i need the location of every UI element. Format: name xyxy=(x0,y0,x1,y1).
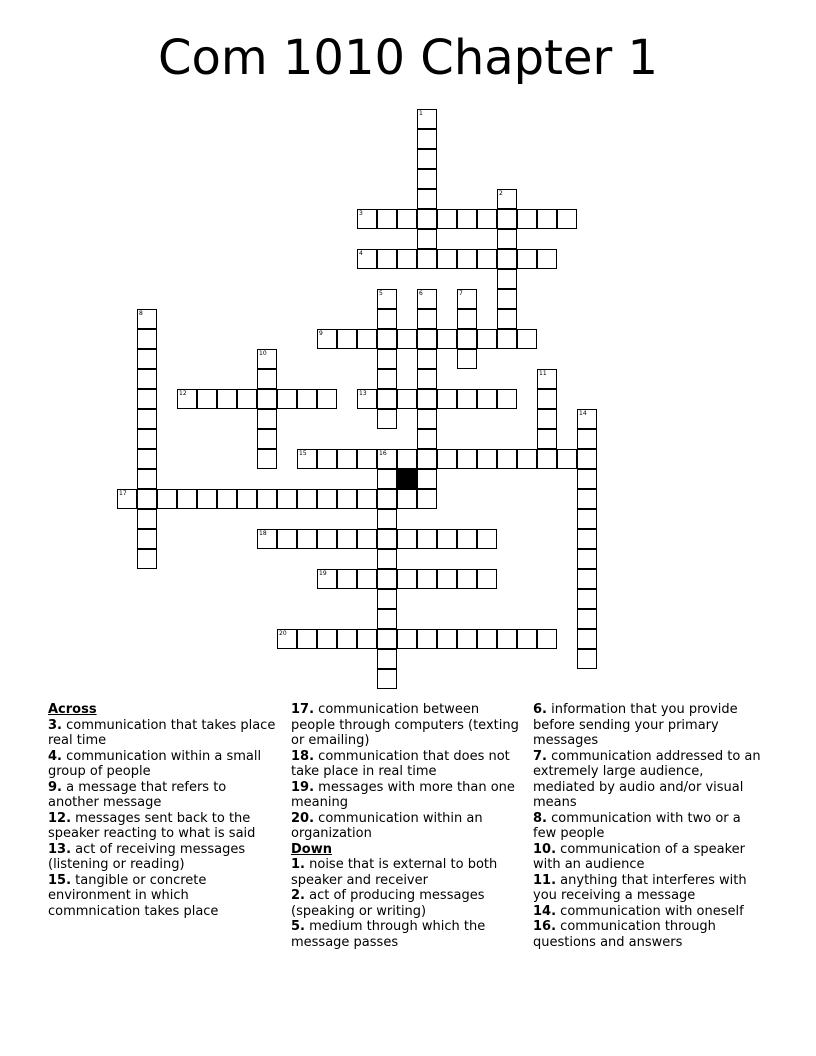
grid-cell[interactable] xyxy=(217,489,237,509)
grid-cell[interactable] xyxy=(397,489,417,509)
grid-cell[interactable] xyxy=(397,629,417,649)
clue-number-3: 3 xyxy=(359,210,363,217)
clue-number-11: 11 xyxy=(539,370,547,377)
clue-across-20: 20. communication within an organization xyxy=(291,810,483,841)
grid-cell[interactable] xyxy=(257,389,277,409)
grid-cell[interactable] xyxy=(397,389,417,409)
grid-cell[interactable] xyxy=(577,429,597,449)
grid-cell[interactable] xyxy=(497,329,517,349)
grid-cell[interactable] xyxy=(537,429,557,449)
grid-cell[interactable] xyxy=(377,549,397,569)
grid-cell[interactable] xyxy=(417,249,437,269)
grid-cell[interactable] xyxy=(357,529,377,549)
grid-cell[interactable] xyxy=(457,569,477,589)
grid-cell-13[interactable] xyxy=(357,389,377,409)
grid-cell[interactable] xyxy=(497,629,517,649)
clue-across-13: 13. act of receiving messages (listening or reading) xyxy=(48,841,246,872)
grid-cell[interactable] xyxy=(497,269,517,289)
across-heading: Across xyxy=(48,702,97,717)
clue-number-14: 14 xyxy=(579,410,587,417)
grid-cell-8[interactable] xyxy=(137,309,157,329)
grid-cell[interactable] xyxy=(577,629,597,649)
grid-cell-4[interactable] xyxy=(357,249,377,269)
clue-number-5: 5 xyxy=(379,290,383,297)
grid-cell[interactable] xyxy=(537,629,557,649)
grid-cell[interactable] xyxy=(257,369,277,389)
clue-down-7: 7. communication addressed to an extremely large audience, mediated by audio and/or visual means xyxy=(533,748,761,810)
grid-cell[interactable] xyxy=(377,409,397,429)
grid-cell-16[interactable] xyxy=(377,449,397,469)
grid-cell-5[interactable] xyxy=(377,289,397,309)
grid-cell[interactable] xyxy=(417,409,437,429)
grid-cell[interactable] xyxy=(417,309,437,329)
clue-down-11: 11. anything that interferes with you receiving a message xyxy=(533,872,747,903)
grid-cell[interactable] xyxy=(577,529,597,549)
grid-cell[interactable] xyxy=(337,529,357,549)
grid-cell[interactable] xyxy=(477,529,497,549)
grid-cell[interactable] xyxy=(577,489,597,509)
grid-cell[interactable] xyxy=(537,389,557,409)
clue-down-8: 8. communication with two or a few people xyxy=(533,810,741,841)
grid-cell[interactable] xyxy=(277,529,297,549)
grid-cell[interactable] xyxy=(577,609,597,629)
page-title: Com 1010 Chapter 1 xyxy=(157,30,658,86)
clue-number-2: 2 xyxy=(499,190,503,197)
grid-cell[interactable] xyxy=(137,529,157,549)
grid-cell[interactable] xyxy=(417,569,437,589)
grid-cell-20[interactable] xyxy=(277,629,297,649)
grid-cell[interactable] xyxy=(417,189,437,209)
grid-cell[interactable] xyxy=(537,449,557,469)
grid-cell-7[interactable] xyxy=(457,289,477,309)
grid-cell[interactable] xyxy=(477,449,497,469)
grid-cell[interactable] xyxy=(497,249,517,269)
grid-cell[interactable] xyxy=(417,469,437,489)
grid-cell[interactable] xyxy=(497,209,517,229)
grid-cell[interactable] xyxy=(537,209,557,229)
grid-cell[interactable] xyxy=(377,209,397,229)
grid-cell-10[interactable] xyxy=(257,349,277,369)
grid-cell[interactable] xyxy=(157,489,177,509)
clue-down-1: 1. noise that is external to both speaker and receiver xyxy=(291,857,498,888)
black-square xyxy=(397,469,417,489)
grid-cell[interactable] xyxy=(377,389,397,409)
grid-cell[interactable] xyxy=(577,449,597,469)
clue-number-8: 8 xyxy=(139,310,143,317)
grid-cell[interactable] xyxy=(577,589,597,609)
grid-cell-11[interactable] xyxy=(537,369,557,389)
grid-cell[interactable] xyxy=(417,429,437,449)
grid-cell[interactable] xyxy=(297,629,317,649)
grid-cell-1[interactable] xyxy=(417,109,437,129)
grid-cell[interactable] xyxy=(477,209,497,229)
grid-cell[interactable] xyxy=(137,329,157,349)
clue-number-12: 12 xyxy=(179,390,187,397)
grid-cell[interactable] xyxy=(317,529,337,549)
grid-cell[interactable] xyxy=(417,349,437,369)
grid-cell[interactable] xyxy=(537,249,557,269)
grid-cell[interactable] xyxy=(277,389,297,409)
grid-cell[interactable] xyxy=(337,569,357,589)
grid-cell[interactable] xyxy=(337,449,357,469)
grid-cell[interactable] xyxy=(517,629,537,649)
grid-cell[interactable] xyxy=(377,329,397,349)
clue-across-15: 15. tangible or concrete environment in which commnication takes place xyxy=(48,872,219,919)
grid-cell[interactable] xyxy=(457,629,477,649)
clue-number-9: 9 xyxy=(319,330,323,337)
grid-cell[interactable] xyxy=(417,369,437,389)
grid-cell[interactable] xyxy=(517,329,537,349)
grid-cell[interactable] xyxy=(137,509,157,529)
grid-cell[interactable] xyxy=(137,469,157,489)
grid-cell-18[interactable] xyxy=(257,529,277,549)
grid-cell[interactable] xyxy=(317,489,337,509)
grid-cell[interactable] xyxy=(277,489,297,509)
grid-cell[interactable] xyxy=(457,329,477,349)
clue-number-20: 20 xyxy=(279,630,287,637)
grid-cell[interactable] xyxy=(537,409,557,429)
clue-across-4: 4. communication within a small group of people xyxy=(48,748,262,779)
grid-cell[interactable] xyxy=(357,329,377,349)
grid-cell[interactable] xyxy=(297,389,317,409)
grid-cell[interactable] xyxy=(577,469,597,489)
grid-cell[interactable] xyxy=(197,389,217,409)
grid-cell[interactable] xyxy=(137,409,157,429)
grid-cell[interactable] xyxy=(577,649,597,669)
grid-cell[interactable] xyxy=(457,449,477,469)
grid-cell[interactable] xyxy=(377,369,397,389)
clues-column-3 xyxy=(533,702,765,950)
grid-cell[interactable] xyxy=(297,529,317,549)
grid-cell[interactable] xyxy=(417,329,437,349)
clue-across-9: 9. a message that refers to another message xyxy=(48,779,227,810)
grid-cell[interactable] xyxy=(397,249,417,269)
grid-cell[interactable] xyxy=(237,389,257,409)
grid-cell[interactable] xyxy=(317,629,337,649)
grid-cell[interactable] xyxy=(137,549,157,569)
grid-cell[interactable] xyxy=(577,569,597,589)
clue-across-17: 17. communication between people through computers (texting or emailing) xyxy=(291,702,519,748)
grid-cell[interactable] xyxy=(477,389,497,409)
clue-number-6: 6 xyxy=(419,290,423,297)
grid-cell[interactable] xyxy=(337,629,357,649)
down-heading: Down xyxy=(291,841,332,857)
grid-cell[interactable] xyxy=(317,449,337,469)
grid-cell[interactable] xyxy=(437,249,457,269)
grid-cell[interactable] xyxy=(437,569,457,589)
clue-down-5: 5. medium through which the message passes xyxy=(291,919,486,950)
grid-cell[interactable] xyxy=(457,529,477,549)
grid-cell[interactable] xyxy=(437,449,457,469)
grid-cell[interactable] xyxy=(457,209,477,229)
grid-cell[interactable] xyxy=(417,629,437,649)
grid-cell-17[interactable] xyxy=(117,489,137,509)
grid-cell[interactable] xyxy=(137,449,157,469)
grid-cell[interactable] xyxy=(417,149,437,169)
clue-across-19: 19. messages with more than one meaning xyxy=(291,779,515,810)
grid-cell[interactable] xyxy=(557,449,577,469)
grid-cell[interactable] xyxy=(477,629,497,649)
grid-cell[interactable] xyxy=(377,469,397,489)
grid-cell-12[interactable] xyxy=(177,389,197,409)
grid-cell[interactable] xyxy=(377,669,397,689)
grid-cell[interactable] xyxy=(417,229,437,249)
grid-cell-14[interactable] xyxy=(577,409,597,429)
grid-cell[interactable] xyxy=(417,389,437,409)
clue-number-18: 18 xyxy=(259,530,267,537)
grid-cell[interactable] xyxy=(417,169,437,189)
grid-cell[interactable] xyxy=(457,389,477,409)
grid-cell[interactable] xyxy=(137,349,157,369)
grid-cell[interactable] xyxy=(457,249,477,269)
grid-cell-2[interactable] xyxy=(497,189,517,209)
grid-cell[interactable] xyxy=(137,489,157,509)
clue-down-10: 10. communication of a speaker with an audience xyxy=(533,841,745,872)
grid-cell[interactable] xyxy=(497,389,517,409)
grid-cell[interactable] xyxy=(377,309,397,329)
clue-number-13: 13 xyxy=(359,390,367,397)
grid-cell[interactable] xyxy=(437,529,457,549)
grid-cell[interactable] xyxy=(417,129,437,149)
grid-cell[interactable] xyxy=(577,549,597,569)
grid-cell[interactable] xyxy=(317,389,337,409)
clue-across-3: 3. communication that takes place real time xyxy=(48,717,276,748)
grid-cell[interactable] xyxy=(457,349,477,369)
grid-cell[interactable] xyxy=(137,369,157,389)
grid-cell-19[interactable] xyxy=(317,569,337,589)
grid-cell[interactable] xyxy=(377,509,397,529)
grid-cell[interactable] xyxy=(437,329,457,349)
clues-column-2 xyxy=(291,702,523,950)
grid-cell[interactable] xyxy=(397,529,417,549)
grid-cell[interactable] xyxy=(437,209,457,229)
grid-cell[interactable] xyxy=(417,489,437,509)
grid-cell[interactable] xyxy=(377,629,397,649)
grid-cell-9[interactable] xyxy=(317,329,337,349)
clue-number-7: 7 xyxy=(459,290,463,297)
clue-number-10: 10 xyxy=(259,350,267,357)
grid-cell[interactable] xyxy=(137,389,157,409)
clue-number-1: 1 xyxy=(419,110,423,117)
grid-cell[interactable] xyxy=(257,449,277,469)
grid-cell[interactable] xyxy=(417,529,437,549)
grid-cell[interactable] xyxy=(497,229,517,249)
grid-cell[interactable] xyxy=(477,249,497,269)
grid-cell[interactable] xyxy=(457,309,477,329)
grid-cell-3[interactable] xyxy=(357,209,377,229)
clue-down-14: 14. communication with oneself xyxy=(533,903,744,919)
grid-cell[interactable] xyxy=(377,249,397,269)
grid-cell[interactable] xyxy=(397,569,417,589)
clue-number-17: 17 xyxy=(119,490,127,497)
grid-cell[interactable] xyxy=(497,289,517,309)
grid-cell[interactable] xyxy=(517,449,537,469)
clue-down-2: 2. act of producing messages (speaking or writing) xyxy=(291,888,485,919)
clue-down-16: 16. communication through questions and answers xyxy=(533,919,716,950)
grid-cell[interactable] xyxy=(517,209,537,229)
grid-cell[interactable] xyxy=(357,449,377,469)
grid-cell[interactable] xyxy=(237,489,257,509)
grid-cell[interactable] xyxy=(257,429,277,449)
grid-cell-15[interactable] xyxy=(297,449,317,469)
grid-cell[interactable] xyxy=(197,489,217,509)
grid-cell[interactable] xyxy=(377,649,397,669)
grid-cell[interactable] xyxy=(557,209,577,229)
grid-cell[interactable] xyxy=(437,389,457,409)
clue-number-19: 19 xyxy=(319,570,327,577)
grid-cell[interactable] xyxy=(377,349,397,369)
grid-cell[interactable] xyxy=(177,489,197,509)
grid-cell[interactable] xyxy=(377,589,397,609)
clue-number-16: 16 xyxy=(379,450,387,457)
grid-cell-6[interactable] xyxy=(417,289,437,309)
grid-cell[interactable] xyxy=(577,509,597,529)
grid-cell[interactable] xyxy=(377,609,397,629)
grid-cell[interactable] xyxy=(357,489,377,509)
clue-number-15: 15 xyxy=(299,450,307,457)
grid-cell[interactable] xyxy=(497,449,517,469)
grid-cell[interactable] xyxy=(257,409,277,429)
grid-cell[interactable] xyxy=(397,329,417,349)
grid-cell[interactable] xyxy=(417,209,437,229)
grid-cell[interactable] xyxy=(357,629,377,649)
grid-cell[interactable] xyxy=(477,569,497,589)
clues-column-1 xyxy=(48,702,280,919)
clue-across-12: 12. messages sent back to the speaker reacting to what is said xyxy=(48,810,256,841)
grid-cell[interactable] xyxy=(137,429,157,449)
grid-cell[interactable] xyxy=(437,629,457,649)
grid-cell[interactable] xyxy=(517,249,537,269)
grid-cell[interactable] xyxy=(357,569,377,589)
clue-down-6: 6. information that you provide before sending your primary messages xyxy=(533,702,738,748)
grid-cell[interactable] xyxy=(337,329,357,349)
grid-cell[interactable] xyxy=(257,489,277,509)
grid-cell[interactable] xyxy=(397,449,417,469)
grid-cell[interactable] xyxy=(337,489,357,509)
grid-cell[interactable] xyxy=(377,569,397,589)
grid-cell[interactable] xyxy=(377,529,397,549)
grid-cell[interactable] xyxy=(217,389,237,409)
grid-cell[interactable] xyxy=(397,209,417,229)
grid-cell[interactable] xyxy=(297,489,317,509)
clue-number-4: 4 xyxy=(359,250,363,257)
clue-across-18: 18. communication that does not take place in real time xyxy=(291,748,510,779)
grid-cell[interactable] xyxy=(497,309,517,329)
grid-cell[interactable] xyxy=(417,449,437,469)
grid-cell[interactable] xyxy=(477,329,497,349)
grid-cell[interactable] xyxy=(377,489,397,509)
